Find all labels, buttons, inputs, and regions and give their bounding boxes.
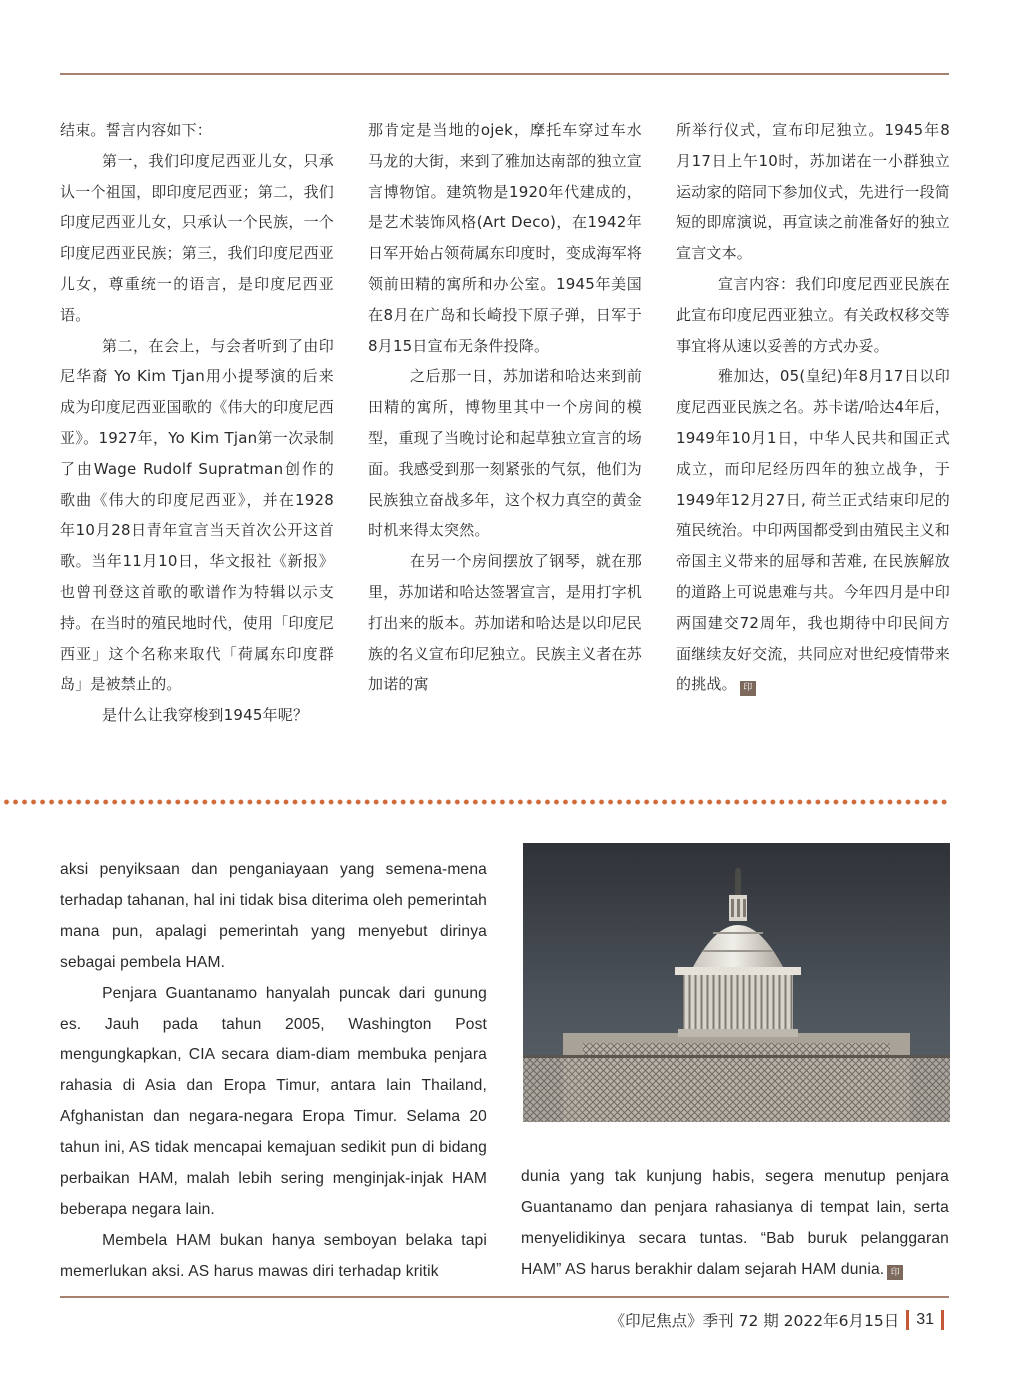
- paragraph-text: dunia yang tak kunjung habis, segera menutup penjara Guantanamo dan penjara rahasianya di tempat lain, serta menyelidikinya secara tuntas. “Bab buruk pelanggaran HAM” AS harus berakhir dalam sejarah HAM dunia.: [521, 1168, 949, 1278]
- indonesian-column-right: [521, 1162, 949, 1286]
- paragraph: 所举行仪式，宣布印尼独立。1945年8月17日上午10时，苏加诺在一小群独立运动家的陪同下参加仪式，先进行一段简短的即席演说，再宣读之前准备好的独立宣言文本。: [676, 121, 950, 263]
- paragraph: 在另一个房间摆放了钢琴，就在那里，苏加诺和哈达签署宣言，是用打字机打出来的版本。苏加诺和哈达是以印尼民族的名义宣布印尼独立。民族主义者在苏加诺的寓: [368, 552, 642, 694]
- paragraph: 是什么让我穿梭到1945年呢？: [102, 706, 309, 725]
- page-number: 31: [916, 1311, 934, 1328]
- paragraph: 那肯定是当地的ojek，摩托车穿过车水马龙的大街，来到了雅加达南部的独立宣言博物馆。建筑物是1920年代建成的，是艺术装饰风格(Art Deco)，在1942年日军开始占领荷属东印度时，变成海军将领前田精的寓所和办公室。1945年美国在8月在广岛和长崎投下原子弹，日军于8月15日宣布无条件投降。: [368, 121, 642, 355]
- paragraph: 第一，我们印度尼西亚儿女，只承认一个祖国，即印度尼西亚；第二，我们印度尼西亚儿女，只承认一个民族，一个印度尼西亚民族；第三，我们印度尼西亚儿女，尊重统一的语言，是印度尼西亚语。: [60, 151, 334, 324]
- indonesian-column-left: [60, 855, 487, 1288]
- paragraph: 之后那一日，苏加诺和哈达来到前田精的寓所，博物里其中一个房间的模型，重现了当晚讨论和起草独立宣言的场面。我感受到那一刻紧张的气氛，他们为民族独立奋战多年，这个权力真空的黄金时机来得太突然。: [368, 367, 642, 540]
- paragraph-text: 雅加达，05(皇纪)年8月17日以印度尼西亚民族之名。苏卡诺/哈达4年后，1949年10月1日，中华人民共和国正式成立，而印尼经历四年的独立战争，于1949年12月27日, 荷兰正式结束印尼的殖民统治。中印两国都受到由殖民主义和帝国主义带来的屈辱和苦难, 在民族解放的道路上可说患难与共。今年四月是中印两国建交72周年，我也期待中印民间方面继续友好交流，共同应对世纪疫情带来的挑战。: [676, 367, 950, 694]
- paragraph: Membela HAM bukan hanya semboyan belaka tapi memerlukan aksi. AS harus mawas diri terhadap kritik: [60, 1231, 487, 1280]
- capitol-building-photo: [523, 843, 950, 1122]
- chinese-column-3: [676, 115, 950, 700]
- page-footer: [610, 1306, 951, 1334]
- chinese-column-2: [368, 115, 642, 700]
- article-end-mark-icon: 印: [740, 681, 756, 696]
- chinese-column-1: [60, 115, 334, 731]
- footer-rule: [60, 1296, 949, 1298]
- dotted-divider: [2, 797, 948, 807]
- paragraph: 第二，在会上，与会者听到了由印尼华裔 Yo Kim Tjan用小提琴演的后来成为印度尼西亚国歌的《伟大的印度尼西亚》。1927年，Yo Kim Tjan第一次录制了由Wage Rudolf Supratman创作的歌曲《伟大的印度尼西亚》，并在1928年10月28日青年宣言当天首次公开这首歌。当年11月10日，华文报社《新报》也曾刊登这首歌的歌谱作为特辑以示支持。在当时的殖民地时代，使用「印度尼西亚」这个名称来取代「荷属东印度群岛」是被禁止的。: [60, 336, 334, 694]
- footer-separator: [906, 1310, 909, 1330]
- paragraph: aksi penyiksaan dan penganiayaan yang semena-mena terhadap tahanan, hal ini tidak bisa diterima oleh pemerintah mana pun, apalagi pemerintah yang menyebut dirinya sebagai pembela HAM.: [60, 861, 487, 971]
- paragraph: Penjara Guantanamo hanyalah puncak dari gunung es. Jauh pada tahun 2005, Washington Post mengungkapkan, CIA secara diam-diam membuka penjara rahasia di Asia dan Eropa Timur, antara lain Thailand, Afghanistan dan negara-negara Eropa Timur. Selama 20 tahun ini, AS tidak mencapai kemajuan sedikit pun di bidang perbaikan HAM, malah lebih sering menginjak-injak HAM beberapa negara lain.: [60, 984, 487, 1218]
- header-rule: [60, 73, 949, 75]
- article-end-mark-icon: 印: [887, 1265, 903, 1280]
- capitol-illustration: [523, 843, 950, 1122]
- paragraph: 结束。誓言内容如下：: [60, 121, 213, 139]
- paragraph: 宣言内容：我们印度尼西亚民族在此宣布印度尼西亚独立。有关政权移交等事宜将从速以妥善的方式办妥。: [676, 274, 950, 355]
- footer-separator: [941, 1310, 944, 1330]
- paragraph: [521, 1162, 949, 1286]
- paragraph: [676, 361, 950, 700]
- publication-info: 《印尼焦点》季刊 72 期 2022年6月15日: [609, 1312, 900, 1330]
